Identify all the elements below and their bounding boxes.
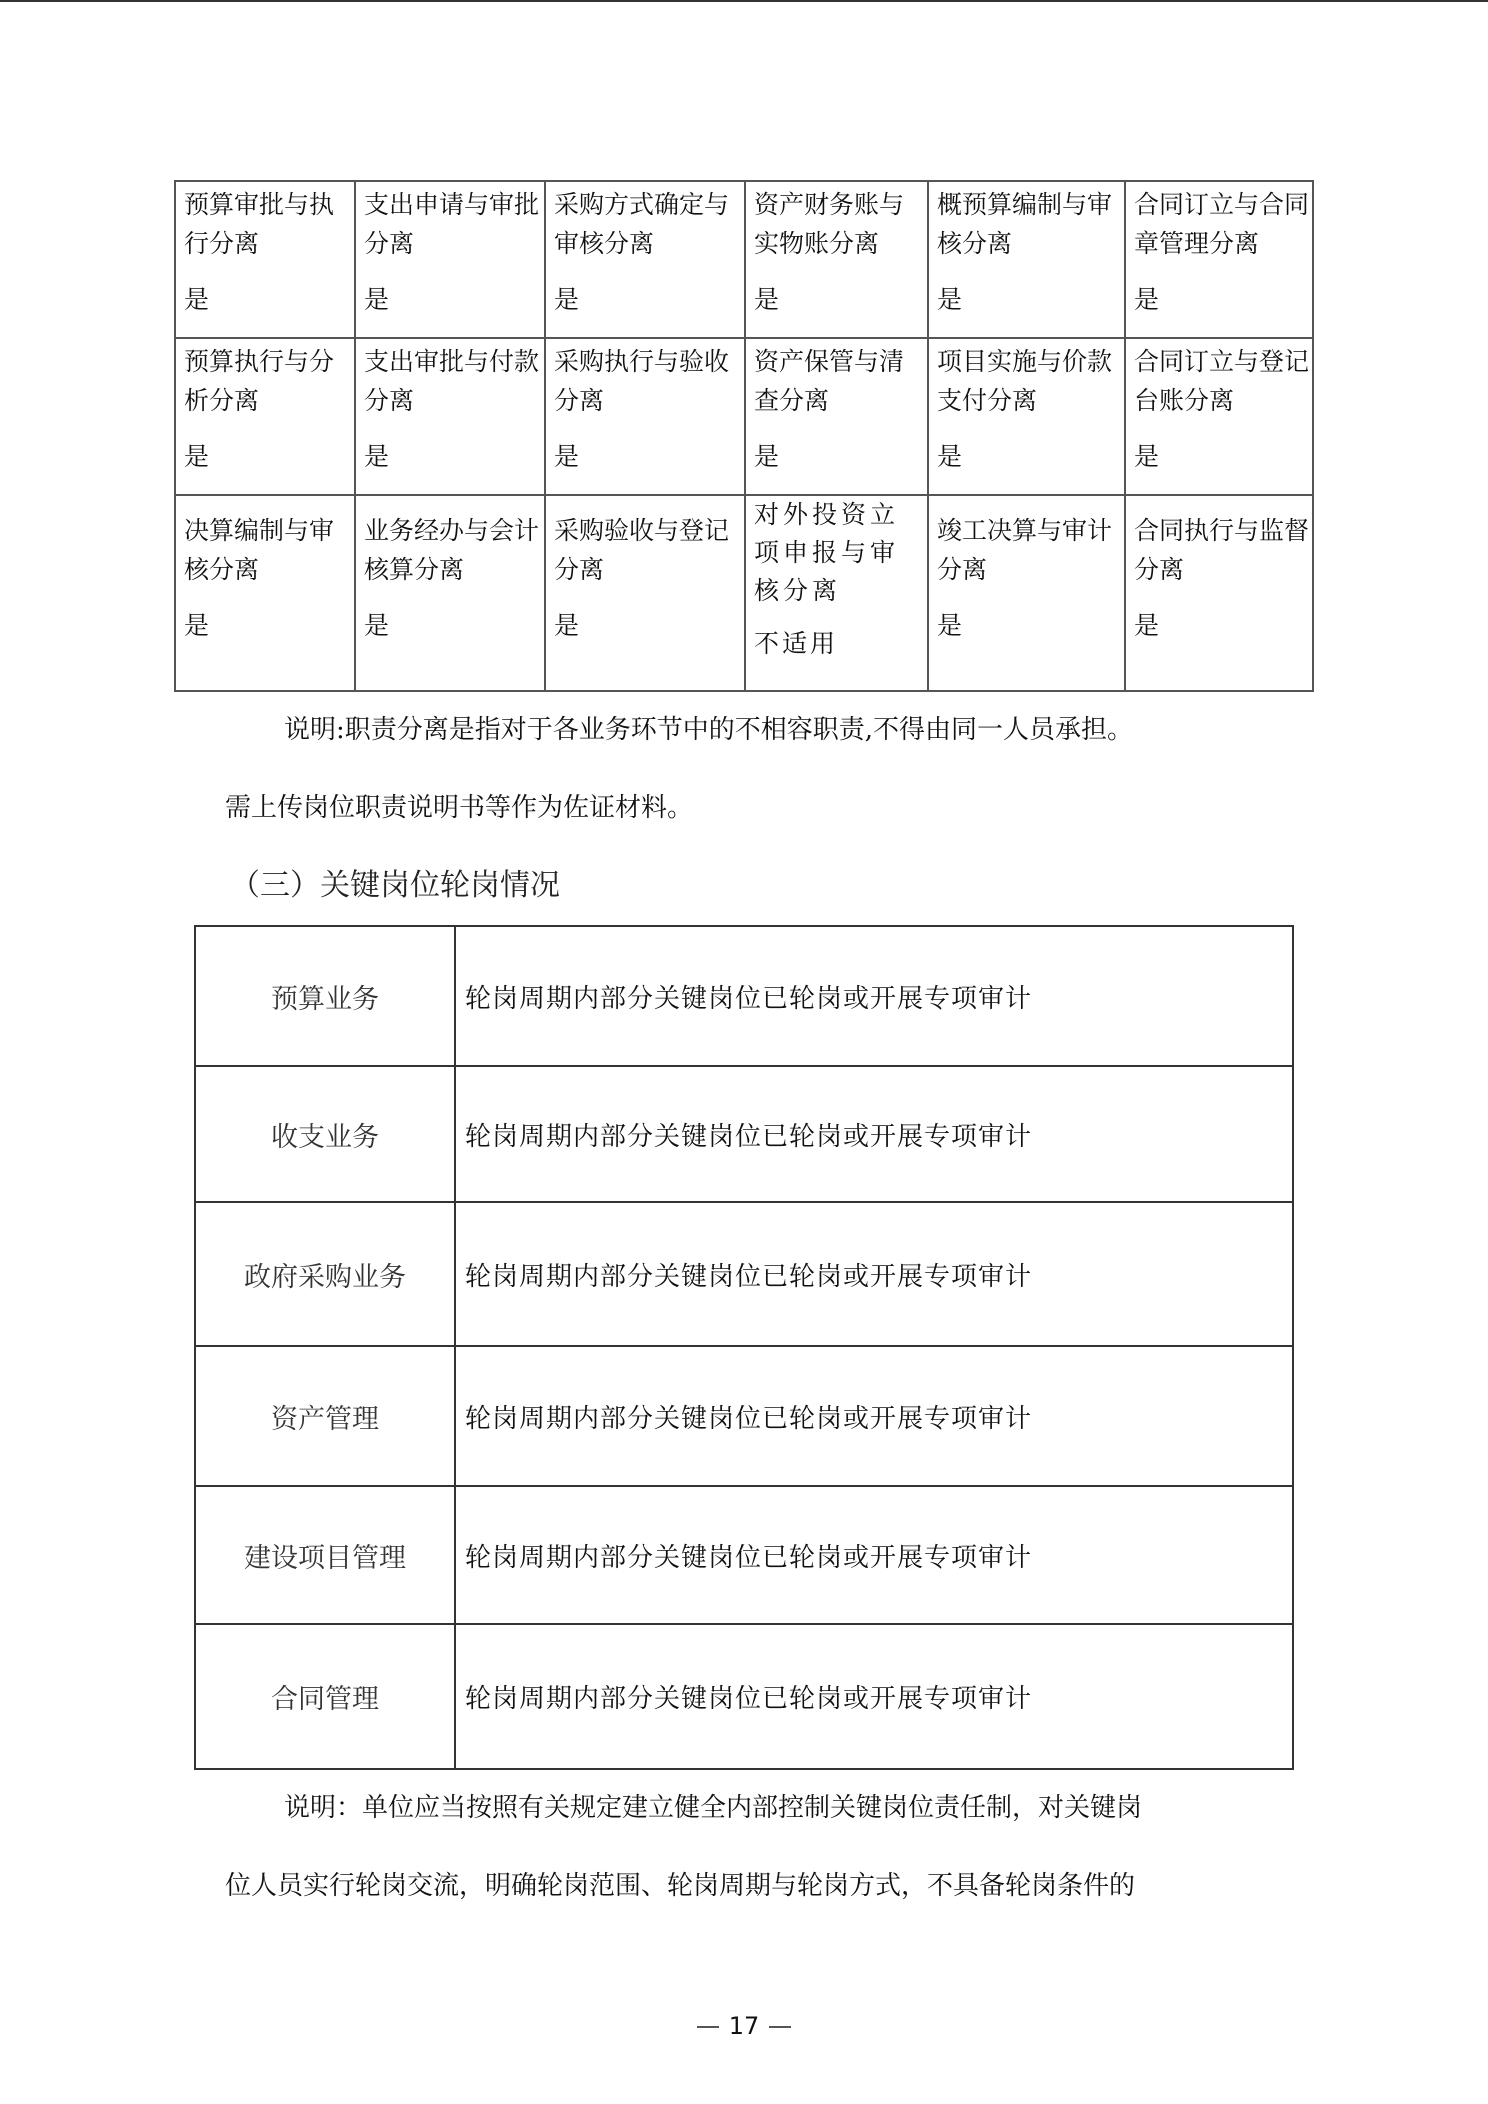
table-cell (745, 181, 928, 338)
cell-value: 是 (754, 285, 780, 314)
business-area-cell: 建设项目管理 (195, 1486, 455, 1624)
table-cell (1125, 495, 1313, 691)
table-row (175, 181, 1313, 338)
cell-label: 资产保管与清查分离 (754, 347, 905, 415)
cell-label: 采购执行与验收分离 (554, 347, 730, 415)
cell-label: 采购方式确定与审核分离 (554, 190, 730, 258)
table-cell (1125, 338, 1313, 495)
table-cell (545, 338, 745, 495)
cell-label: 项目实施与价款支付分离 (937, 347, 1113, 415)
table-row (175, 338, 1313, 495)
table-cell (745, 338, 928, 495)
cell-value: 是 (184, 442, 210, 471)
rotation-status-cell: 轮岗周期内部分关键岗位已轮岗或开展专项审计 (455, 1346, 1293, 1486)
cell-value: 是 (184, 285, 210, 314)
dash-left (697, 2026, 719, 2028)
cell-label: 合同订立与登记台账分离 (1134, 347, 1310, 415)
table-cell (545, 181, 745, 338)
top-border-rule (0, 0, 1488, 2)
table-row (195, 1624, 1293, 1769)
rotation-status-cell: 轮岗周期内部分关键岗位已轮岗或开展专项审计 (455, 1486, 1293, 1624)
table-cell (545, 495, 745, 691)
rotation-status-cell: 轮岗周期内部分关键岗位已轮岗或开展专项审计 (455, 926, 1293, 1066)
cell-value: 是 (1134, 611, 1160, 640)
note-paragraph-line: 位人员实行轮岗交流，明确轮岗范围、轮岗周期与轮岗方式，不具备轮岗条件的 (225, 1871, 1136, 1901)
note-paragraph-line: 需上传岗位职责说明书等作为佐证材料。 (225, 793, 694, 823)
cell-value: 是 (937, 611, 963, 640)
cell-label: 对外投资立项申报与审核分离 (754, 500, 900, 605)
table-cell (175, 181, 355, 338)
cell-label: 支出审批与付款分离 (364, 347, 540, 415)
cell-label: 决算编制与审核分离 (184, 516, 335, 584)
cell-value: 是 (364, 442, 390, 471)
table-cell (928, 495, 1125, 691)
dash-right (769, 2026, 791, 2028)
cell-value: 是 (937, 442, 963, 471)
cell-value: 是 (937, 285, 963, 314)
table-row (195, 1066, 1293, 1202)
table-row (195, 926, 1293, 1066)
cell-value: 是 (364, 611, 390, 640)
cell-value: 是 (554, 285, 580, 314)
table-row (195, 1486, 1293, 1624)
cell-label: 采购验收与登记分离 (554, 516, 730, 584)
table-row (195, 1202, 1293, 1346)
table-cell (355, 495, 545, 691)
table-cell (175, 495, 355, 691)
table-cell (175, 338, 355, 495)
cell-value: 是 (554, 611, 580, 640)
page-number: 17 (728, 2012, 760, 2040)
cell-label: 支出申请与审批分离 (364, 190, 540, 258)
rotation-status-cell: 轮岗周期内部分关键岗位已轮岗或开展专项审计 (455, 1202, 1293, 1346)
cell-value: 是 (1134, 285, 1160, 314)
cell-label: 合同订立与合同章管理分离 (1134, 190, 1310, 258)
table-cell (928, 338, 1125, 495)
business-area-cell: 合同管理 (195, 1624, 455, 1769)
cell-label: 业务经办与会计核算分离 (364, 516, 540, 584)
cell-value: 是 (754, 442, 780, 471)
key-post-rotation-table (194, 925, 1294, 1770)
rotation-status-cell: 轮岗周期内部分关键岗位已轮岗或开展专项审计 (455, 1624, 1293, 1769)
cell-label: 资产财务账与实物账分离 (754, 190, 905, 258)
note-paragraph-line: 说明：单位应当按照有关规定建立健全内部控制关键岗位责任制，对关键岗 (284, 1793, 1143, 1823)
cell-value: 不适用 (754, 629, 839, 658)
cell-label: 预算执行与分析分离 (184, 347, 335, 415)
table-cell (928, 181, 1125, 338)
cell-value: 是 (554, 442, 580, 471)
table-cell (355, 181, 545, 338)
business-area-cell: 收支业务 (195, 1066, 455, 1202)
cell-label: 概预算编制与审核分离 (937, 190, 1113, 258)
table-row (175, 495, 1313, 691)
cell-value: 是 (364, 285, 390, 314)
note-paragraph-line: 说明:职责分离是指对于各业务环节中的不相容职责,不得由同一人员承担。 (284, 715, 1134, 745)
cell-value: 是 (1134, 442, 1160, 471)
business-area-cell: 预算业务 (195, 926, 455, 1066)
business-area-cell: 资产管理 (195, 1346, 455, 1486)
table-cell (1125, 181, 1313, 338)
cell-label: 预算审批与执行分离 (184, 190, 335, 258)
cell-label: 竣工决算与审计分离 (937, 516, 1113, 584)
segregation-of-duties-table (174, 180, 1314, 692)
table-cell (355, 338, 545, 495)
cell-value: 是 (184, 611, 210, 640)
table-row (195, 1346, 1293, 1486)
business-area-cell: 政府采购业务 (195, 1202, 455, 1346)
rotation-status-cell: 轮岗周期内部分关键岗位已轮岗或开展专项审计 (455, 1066, 1293, 1202)
page-number-footer (0, 2012, 1488, 2040)
section-heading: （三）关键岗位轮岗情况 (230, 868, 560, 903)
table-cell (745, 495, 928, 691)
cell-label: 合同执行与监督分离 (1134, 516, 1310, 584)
